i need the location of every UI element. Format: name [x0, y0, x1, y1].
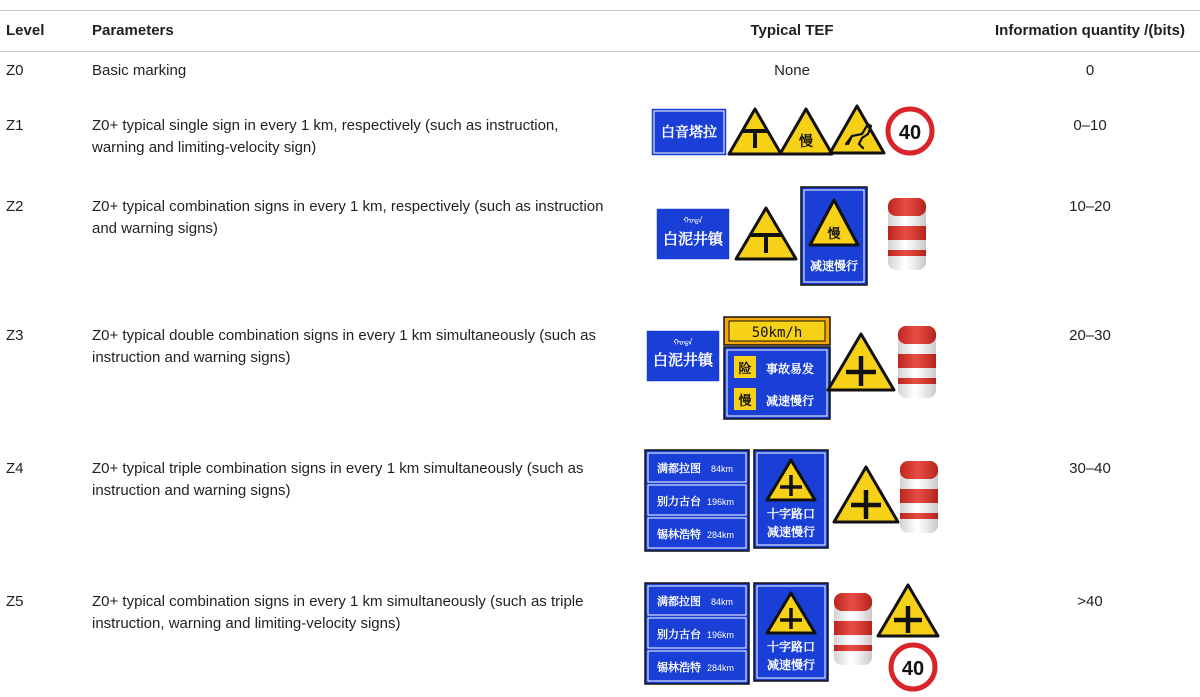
- sign-text-dest2-z5: 别力古台: [657, 628, 701, 641]
- row-z5-level: Z5: [6, 593, 24, 610]
- guide-sign-town-icon: [656, 208, 730, 260]
- sign-text-baiyin: 白音塔拉: [661, 125, 717, 141]
- distance-guide-panel-icon: [645, 450, 749, 551]
- warning-t-junction-icon: [729, 109, 781, 154]
- sign-text-dist1-z4: 84km: [711, 464, 734, 474]
- sign-text-limit-z5: 40: [901, 658, 925, 680]
- sign-text-shigu: 事故易发: [765, 362, 815, 376]
- speed-limit-40-icon: [888, 109, 932, 153]
- row-z2-level: Z2: [6, 198, 24, 215]
- sign-text-jiansu-z3: 减速慢行: [765, 394, 815, 408]
- sign-text-dest3-z5: 锡林浩特: [657, 661, 701, 674]
- speed-hazard-panel-icon: [724, 317, 830, 419]
- header-information-quantity: Information quantity /(bits): [995, 22, 1185, 39]
- warning-t-junction-icon: [736, 208, 796, 259]
- sign-text-man-z2: 慢: [827, 227, 841, 242]
- row-z5-info: >40: [1077, 593, 1103, 610]
- guide-sign-icon: [651, 108, 727, 156]
- crossroad-slow-panel-icon: [754, 583, 828, 681]
- sign-text-limit-z1: 40: [898, 122, 922, 144]
- sign-text-dest1-z5: 满都拉图: [657, 595, 701, 608]
- sign-text-dest2-z4: 别力古台: [657, 495, 701, 508]
- sign-text-crossroad-z5: 十字路口: [766, 640, 816, 654]
- sign-text-speed-kmh: 50km/h: [751, 325, 803, 341]
- distance-guide-panel-icon: [645, 583, 749, 684]
- warning-crossroad-icon: [878, 585, 938, 636]
- sign-text-bainijing-z3: 白泥井镇: [652, 351, 714, 369]
- sign-text-mongol-z2: ᠬᠣᠲᠠ: [683, 216, 703, 225]
- traffic-barrel-icon: [834, 593, 872, 665]
- sign-text-crossroad-z4: 十字路口: [766, 507, 816, 521]
- row-z4-level: Z4: [6, 460, 24, 477]
- row-z4-tef-signs: [645, 450, 938, 551]
- row-z3-level: Z3: [6, 327, 24, 344]
- sign-text-man-z1: 慢: [799, 134, 813, 150]
- warning-crossroad-icon: [828, 334, 894, 390]
- warning-crossroad-icon: [834, 467, 898, 522]
- traffic-barrel-icon: [898, 326, 936, 398]
- sign-text-bainijing-z2: 白泥井镇: [662, 230, 724, 248]
- header-level: Level: [6, 22, 45, 39]
- row-z1-level: Z1: [6, 117, 24, 134]
- row-z3-tef-signs: [646, 317, 936, 419]
- sign-text-xian: 险: [738, 362, 752, 377]
- row-z1-info: 0–10: [1073, 117, 1107, 134]
- guide-sign-town-icon: [646, 330, 720, 382]
- header-typical-tef: Typical TEF: [750, 22, 834, 39]
- traffic-barrel-icon: [888, 198, 926, 270]
- row-z2-parameters: Z0+ typical combination signs in every 1 km, respectively (such as instruction and warning signs): [92, 198, 604, 237]
- sign-text-dist1-z5: 84km: [711, 597, 734, 607]
- sign-text-jiansu-z2: 减速慢行: [809, 259, 859, 273]
- sign-text-mongol-z3: ᠬᠣᠲᠠ: [673, 338, 693, 347]
- sign-text-dest1-z4: 满都拉图: [657, 462, 701, 475]
- warning-animal-crossing-icon: [830, 106, 884, 153]
- row-z4-info: 30–40: [1069, 460, 1111, 477]
- row-z5-tef-signs: [645, 583, 938, 689]
- row-z2-tef-signs: [656, 187, 926, 285]
- row-z5-parameters: Z0+ typical combination signs in every 1 km simultaneously (such as triple instruction, warning and limiting-velocity signs): [92, 593, 584, 632]
- row-z0-tef: None: [774, 62, 810, 79]
- sign-text-jiansu-z5: 减速慢行: [766, 658, 816, 672]
- sign-text-dest3-z4: 锡林浩特: [657, 528, 701, 541]
- sign-text-jiansu-z4: 减速慢行: [766, 525, 816, 539]
- sign-text-man-z3: 慢: [738, 394, 752, 409]
- row-z1-parameters: Z0+ typical single sign in every 1 km, respectively (such as instruction, warning and limiting-velocity sign): [92, 117, 559, 156]
- row-z4-parameters: Z0+ typical triple combination signs in every 1 km simultaneously (such as instruction and warning signs): [92, 460, 584, 499]
- sign-text-dist3-z4: 284km: [707, 530, 735, 540]
- row-z2-info: 10–20: [1069, 198, 1111, 215]
- warning-slow-icon: [780, 109, 832, 154]
- speed-limit-40-icon: [891, 645, 935, 689]
- crossroad-slow-panel-icon: [754, 450, 828, 548]
- row-z0-info: 0: [1085, 62, 1095, 79]
- traffic-barrel-icon: [900, 461, 938, 533]
- row-z0-parameters: Basic marking: [92, 62, 187, 79]
- row-z1-tef-signs: [651, 106, 932, 156]
- sign-text-dist2-z4: 196km: [707, 497, 735, 507]
- slow-down-panel-icon: [801, 187, 867, 285]
- header-parameters: Parameters: [92, 22, 174, 39]
- sign-text-dist3-z5: 284km: [707, 663, 735, 673]
- sign-text-dist2-z5: 196km: [707, 630, 735, 640]
- row-z3-info: 20–30: [1069, 327, 1111, 344]
- row-z0-level: Z0: [6, 62, 24, 79]
- row-z3-parameters: Z0+ typical double combination signs in every 1 km simultaneously (such as instruction and warning signs): [92, 327, 596, 366]
